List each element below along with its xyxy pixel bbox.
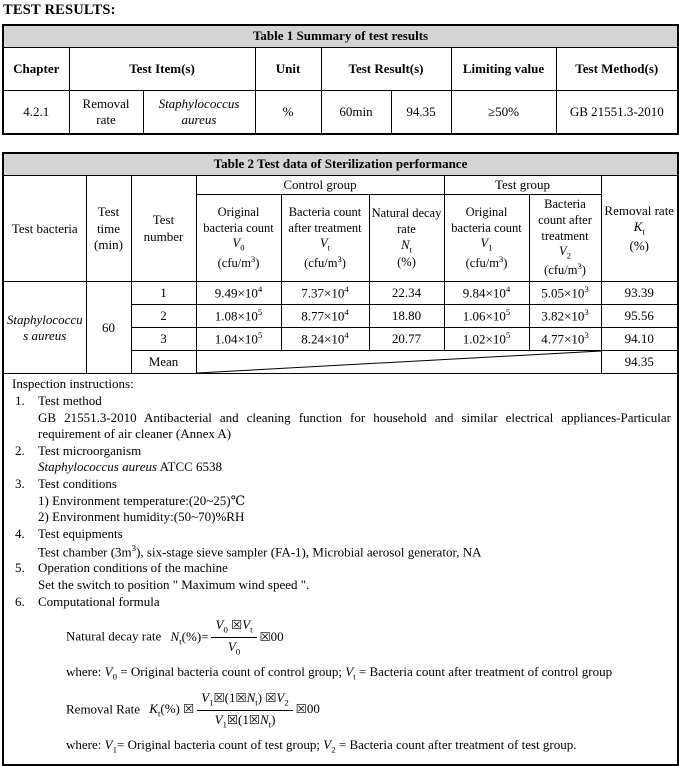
removal-rate-symbol: $K_t$ (633, 219, 645, 237)
table1-cell-result-value: 94.35 (391, 91, 451, 135)
formula-suffix: ☒00 (295, 701, 320, 717)
species-strain: ATCC 6538 (157, 459, 223, 475)
table2-header-removal-rate (601, 176, 678, 282)
table2-header-control-group: Control group (196, 176, 444, 195)
table2-header-control-v0 (196, 195, 281, 282)
table2-cell-v0: $9.49\times 10^4$ (196, 282, 281, 305)
test-v2-label: Bacteria count after treatment (538, 197, 592, 243)
removal-rate-label: Removal rate (604, 203, 675, 219)
table2-cell-number: 3 (131, 328, 196, 351)
table1-header-test-methods: Test Method(s) (556, 48, 678, 91)
table2-cell-nt: 18.80 (369, 305, 444, 328)
instructions-title: Inspection instructions: (12, 376, 134, 392)
diagonal-line (197, 351, 601, 373)
table2-header-test-bacteria: Test bacteria (3, 176, 86, 282)
instruction-item-4 (8, 526, 673, 561)
table2-cell-mean-kt: 94.35 (601, 351, 678, 374)
table2-cell-mean-label: Mean (131, 351, 196, 374)
instruction-item-5 (8, 560, 673, 593)
table1-header-unit: Unit (255, 48, 321, 91)
item-body: GB 21551.3-2010 Antibacterial and cleaning function for household and similar electrical appliances-Particular requirement of air cleaner (Annex A) (38, 409, 671, 442)
fraction (211, 617, 256, 658)
formula-lhs: $N_t(\%)=$ (170, 628, 209, 647)
table1-header-chapter: Chapter (3, 48, 69, 91)
table2-cell-number: 1 (131, 282, 196, 305)
item-number: 2. (15, 442, 25, 458)
table1-cell-unit: % (255, 91, 321, 135)
table2-cell-v1: $1.02\times 10^5$ (444, 328, 529, 351)
table1-cell-limiting-value: ≥50% (451, 91, 556, 135)
formula-lhs: $K_t(\%)$ ☒ (149, 701, 195, 720)
table2-cell-number: 2 (131, 305, 196, 328)
control-vt-symbol: $V_t$ (319, 236, 330, 253)
table2-cell-nt: 20.77 (369, 328, 444, 351)
table2-cell-v1: $9.84\times 10^4$ (444, 282, 529, 305)
item-body: Test chamber $(3m^3)$, six-stage sieve sampler (FA-1), Microbial aerosol generator, NA (38, 542, 482, 559)
table2-cell-vt: $7.37\times 10^4$ (281, 282, 369, 305)
instruction-item-3 (8, 476, 673, 526)
item-title: Test conditions (38, 476, 117, 491)
item-number: 6. (15, 593, 25, 609)
test-v1-label: Original bacteria count (451, 205, 522, 235)
table2-cell-nt: 22.34 (369, 282, 444, 305)
where-clause-test-group: where: $V_1=$ Original bacteria count of test group; $V_2$ = Bacteria count after treatment of test group. (66, 736, 577, 755)
fraction-denominator: $V_1☒(1☒N_t)$ (214, 711, 276, 730)
test-v1-symbol: $V_1$ (480, 236, 493, 253)
table2-header-control-vt (281, 195, 369, 282)
table1-cell-test-method: GB 21551.3-2010 (556, 91, 678, 135)
table2-title: Table 2 Test data of Sterilization performance (3, 153, 678, 176)
test-v2-symbol: $V_2$ (559, 244, 571, 261)
item-title: Operation conditions of the machine (38, 560, 228, 576)
fraction-denominator: $V_0$ (227, 639, 241, 657)
table2-cell-time: 60 (86, 282, 131, 374)
table2-cell-v2: $3.82\times 10^3$ (529, 305, 601, 328)
formula-removal-rate (66, 690, 673, 731)
formula-natural-decay-rate (66, 617, 673, 658)
control-v0-symbol: $V_0$ (232, 236, 245, 253)
table2-cell-v1: $1.06\times 10^5$ (444, 305, 529, 328)
item-body-line1: 1) Environment temperature:(20~25)℃ (38, 492, 246, 508)
table1-summary-of-test-results (2, 24, 679, 135)
inspection-instructions-section (3, 374, 678, 765)
item-body (38, 459, 671, 476)
instruction-item-1 (8, 393, 673, 443)
page-title: TEST RESULTS: (3, 2, 116, 18)
item-number: 4. (15, 525, 25, 541)
item-body: Set the switch to position " Maximum wind speed ". (38, 577, 310, 593)
item-body-line2: 2) Environment humidity:(50~70)%RH (38, 509, 245, 525)
table2-header-natural-decay (369, 195, 444, 282)
table1-cell-test-item: Removal rate (69, 91, 143, 135)
table1-cell-bacteria: Staphylococcus aureus (143, 91, 255, 135)
fraction (197, 690, 293, 731)
item-title: Test equipments (38, 525, 123, 541)
item-number: 1. (15, 392, 25, 408)
removal-rate-unit: (%) (629, 237, 649, 253)
table2-cell-vt: $8.24\times 10^4$ (281, 328, 369, 351)
table2-merged-diagonal-cell (196, 351, 601, 374)
item-number: 3. (15, 476, 25, 491)
table1-title: Table 1 Summary of test results (3, 25, 678, 48)
test-v2-unit: $(cfu/m^3)$ (544, 261, 586, 278)
table2-header-test-v2 (529, 195, 601, 282)
table2-header-test-group: Test group (444, 176, 601, 195)
table2-cell-kt: 95.56 (601, 305, 678, 328)
table2-header-test-number: Test number (131, 176, 196, 282)
species-name: Staphylococcus aureus (38, 459, 158, 475)
instruction-item-2 (8, 443, 673, 476)
formula-prefix: Removal Rate (66, 701, 141, 717)
table2-cell-v0: $1.04\times 10^5$ (196, 328, 281, 351)
item-title: Computational formula (38, 593, 160, 609)
test-v1-unit: $(cfu/m^3)$ (465, 253, 508, 270)
control-v0-unit: $(cfu/m^3)$ (217, 253, 260, 270)
table1-cell-chapter: 4.2.1 (3, 91, 69, 135)
table1-header-limiting-value: Limiting value (451, 48, 556, 91)
table2-cell-kt: 93.39 (601, 282, 678, 305)
natural-decay-symbol: $N_t$ (401, 237, 412, 254)
instruction-item-6 (8, 594, 673, 611)
table1-header-test-items: Test Item(s) (69, 48, 255, 91)
item-title: Test method (38, 392, 102, 408)
table2-header-test-time: Test time (min) (86, 176, 131, 282)
table2-cell-v2: $4.77\times 10^3$ (529, 328, 601, 351)
natural-decay-label: Natural decay rate (371, 206, 442, 236)
table2-sterilization-performance (2, 152, 679, 766)
formula-suffix: ☒00 (259, 628, 284, 644)
fraction-numerator: $V_0$ $☒V_t$ (211, 617, 256, 638)
table2-cell-v0: $1.08\times 10^5$ (196, 305, 281, 328)
control-vt-label: Bacteria count after treatment (288, 205, 362, 235)
where-clause-control-group: where: $V_0$ = Original bacteria count of control group; $V_t$ = Bacteria count after treatment of control group (66, 664, 613, 682)
control-v0-label: Original bacteria count (203, 205, 274, 235)
item-number: 5. (15, 560, 25, 576)
table2-cell-bacteria: Staphylococcus aureus (3, 282, 86, 374)
formula-prefix: Natural decay rate (66, 628, 162, 644)
control-vt-unit: $(cfu/m^3)$ (304, 253, 346, 270)
fraction-numerator: $V_1☒(1☒N_t)$ $☒V_2$ (197, 690, 293, 711)
table1-header-test-results: Test Result(s) (321, 48, 451, 91)
table2-cell-v2: $5.05\times 10^3$ (529, 282, 601, 305)
table2-cell-vt: $8.77\times 10^4$ (281, 305, 369, 328)
table1-cell-result-time: 60min (321, 91, 391, 135)
table2-header-test-v1 (444, 195, 529, 282)
item-title: Test microorganism (38, 442, 142, 458)
natural-decay-unit: (%) (397, 254, 416, 269)
table2-cell-kt: 94.10 (601, 328, 678, 351)
